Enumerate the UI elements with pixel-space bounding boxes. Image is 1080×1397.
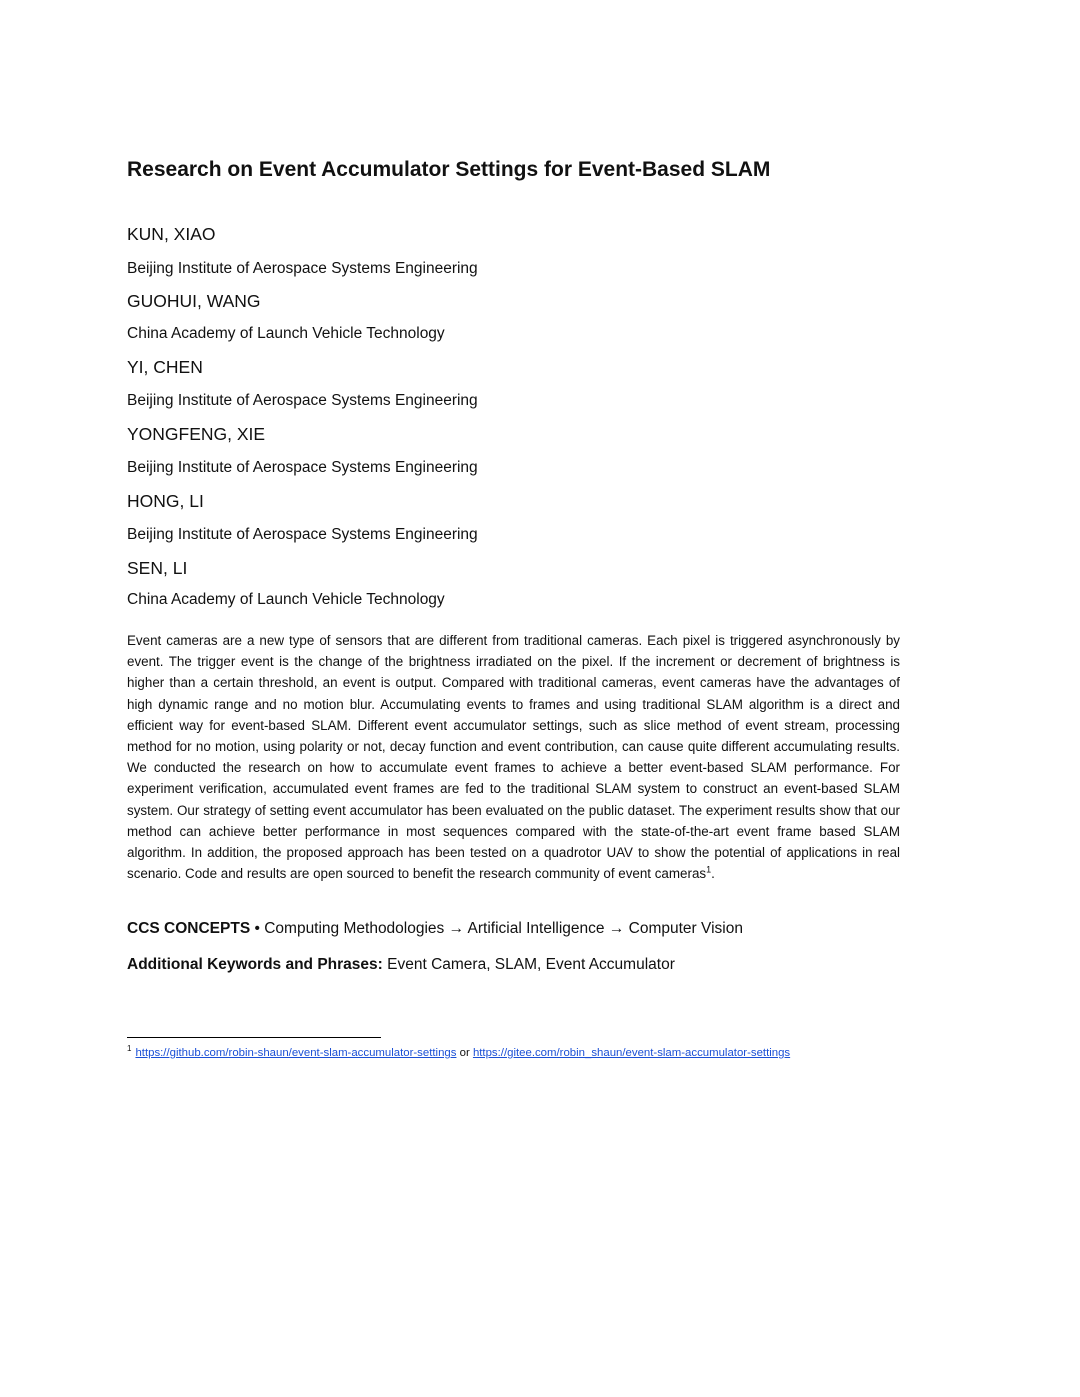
author-name: HONG, LI <box>127 491 204 511</box>
footnote <box>127 1044 791 1059</box>
author-name: SEN, LI <box>127 558 188 578</box>
keywords-text: Event Camera, SLAM, Event Accumulator <box>387 956 675 973</box>
author-affiliation: Beijing Institute of Aerospace Systems Engineering <box>127 392 478 409</box>
abstract <box>127 630 900 884</box>
ccs-label: CCS CONCEPTS <box>127 920 251 937</box>
author-affiliation: China Academy of Launch Vehicle Technology <box>127 591 445 608</box>
ccs-text: Computing Methodologies → Artificial Intelligence → Computer Vision <box>264 920 743 937</box>
github-link[interactable]: https://github.com/robin-shaun/event-slam-accumulator-settings <box>135 1047 457 1059</box>
author-affiliation: China Academy of Launch Vehicle Technology <box>127 325 445 342</box>
footnote-separator: or <box>459 1047 470 1059</box>
keywords-label: Additional Keywords and Phrases: <box>127 956 383 973</box>
author-affiliation: Beijing Institute of Aerospace Systems Engineering <box>127 526 478 543</box>
author-affiliation: Beijing Institute of Aerospace Systems Engineering <box>127 260 478 277</box>
abstract-end: . <box>711 866 715 882</box>
gitee-link[interactable]: https://gitee.com/robin_shaun/event-slam-accumulator-settings <box>472 1047 791 1059</box>
footnote-mark: 1 <box>127 1044 132 1054</box>
author-name: YONGFENG, XIE <box>127 424 266 444</box>
author-name: YI, CHEN <box>127 357 203 377</box>
paper-title: Research on Event Accumulator Settings for Event-Based SLAM <box>127 158 771 181</box>
abstract-text: Event cameras are a new type of sensors that are different from traditional cameras. Each pixel is triggered asynchronously by event. The trigger event is the change of the brightness irradiated on the pixel. If the increment or decrement of brightness is higher than a certain threshold, an event is output. Compared with traditional cameras, event cameras have the advantages of high dynamic range and no motion blur. Accumulating events to frames and using traditional SLAM algorithm is a direct and efficient way for event-based SLAM. Different event accumulator settings, such as slice method of event stream, processing method for no motion, using polarity or not, decay function and event contribution, can cause quite different accumulating results. We conducted the research on how to accumulate event frames to achieve a better event-based SLAM performance. For experiment verification, accumulated event frames are fed to the traditional SLAM system to construct an event-based SLAM system. Our strategy of setting event accumulator has been evaluated on the public dataset. The experiment results show that our method can achieve better performance in most sequences compared with the state-of-the-art event frame based SLAM algorithm. In addition, the proposed approach has been tested on a quadrotor UAV to show the potential of applications in real scenario. Code and results are open sourced to benefit the research community of event cameras <box>127 633 900 882</box>
ccs-concepts <box>127 920 743 938</box>
author-affiliation: Beijing Institute of Aerospace Systems Engineering <box>127 459 478 476</box>
footnote-divider <box>127 1037 381 1038</box>
footnote-reference[interactable]: 1 <box>706 864 712 875</box>
ccs-bullet: • <box>254 920 260 937</box>
author-name: GUOHUI, WANG <box>127 291 261 311</box>
keywords <box>127 956 675 974</box>
author-name: KUN, XIAO <box>127 224 216 244</box>
